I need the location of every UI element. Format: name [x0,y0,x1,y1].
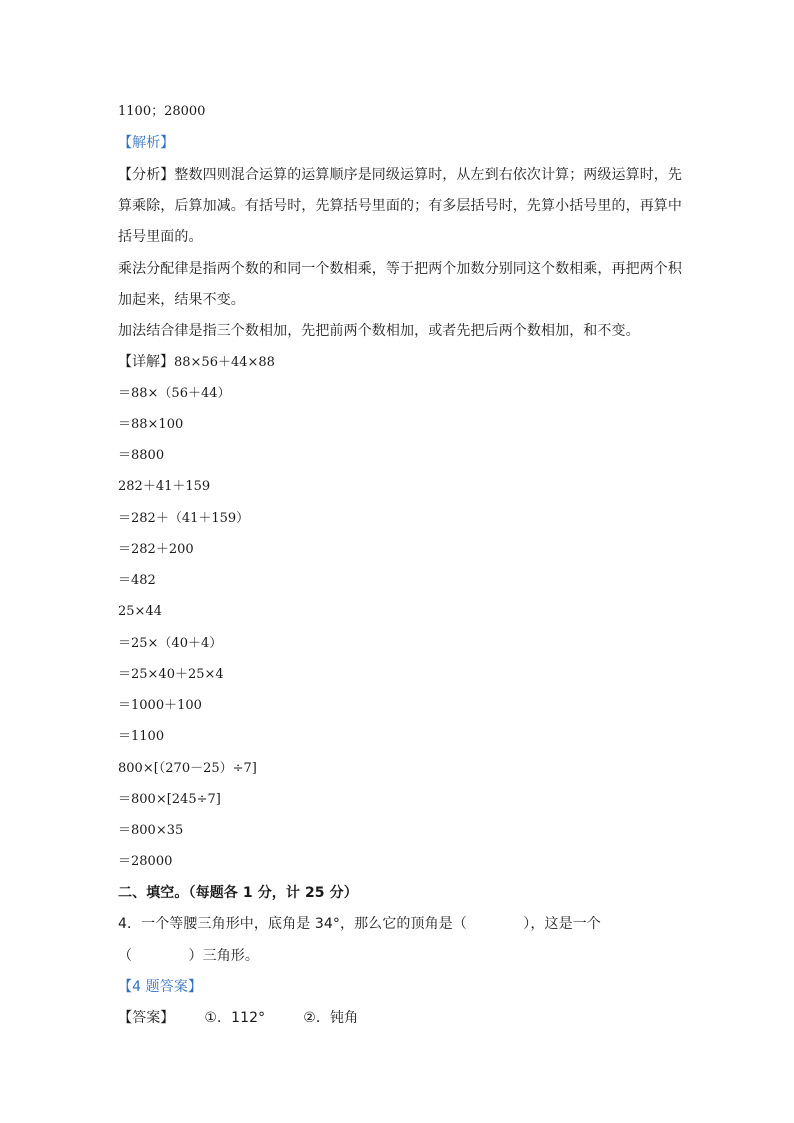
analysis-text-3: 括号里面的。 [118,229,203,245]
detail-line [118,352,275,373]
calc-step: 88×56＋44×88 [174,355,275,370]
answer-line [118,1008,358,1028]
previous-answer-line: 1100；28000 [118,104,206,119]
calc-step: ＝25×（40＋4） [118,636,223,651]
calc-step: ＝88×（56＋44） [118,386,231,401]
answer-title: 【4 题答案】 [118,979,203,995]
calc-step: ＝28000 [118,854,173,869]
calc-step: ＝1100 [118,729,165,744]
calc-step: ＝282＋200 [118,542,194,557]
analysis-text-1: 【分析】整数四则混合运算的运算顺序是同级运算时，从左到右依次计算；两级运算时，先 [118,167,682,183]
answer-label: 【答案】 [118,1010,175,1026]
calc-step: ＝25×40＋25×4 [118,667,224,682]
calc-step: ＝482 [118,573,156,588]
analysis-text-2: 算乘除，后算加减。有括号时，先算括号里面的；有多层括号时，先算小括号里的，再算中 [118,198,682,214]
analysis-text-6: 加法结合律是指三个数相加，先把前两个数相加，或者先把后两个数相加，和不变。 [118,323,640,339]
calc-step: ＝282＋（41＋159） [118,511,250,526]
calc-step: ＝88×100 [118,417,184,432]
question-text-2: （ ）三角形。 [118,948,259,964]
analysis-text-5: 加起来，结果不变。 [118,292,245,308]
analysis-text-4: 乘法分配律是指两个数的和同一个数相乘，等于把两个加数分别同这个数相乘，再把两个积 [118,261,682,277]
calc-step: ＝8800 [118,448,165,463]
question-text-1: 4．一个等腰三角形中，底角是 34°，那么它的顶角是（ ），这是一个 [118,916,601,932]
calc-step: ＝800×[245÷7] [118,792,221,807]
calc-step: ＝1000＋100 [118,698,202,713]
answer-1: ①．112° [204,1010,266,1026]
calc-step: 25×44 [118,604,162,619]
analysis-title: 【解析】 [118,135,175,151]
calc-step: 282＋41＋159 [118,479,211,494]
answer-2: ②．钝角 [303,1010,359,1026]
section-title: 二、填空。（每题各 1 分，计 25 分） [118,885,358,901]
calc-step: 800×[（270－25）÷7] [118,761,257,776]
calc-step: ＝800×35 [118,823,184,838]
detail-label: 【详解】 [118,354,174,370]
